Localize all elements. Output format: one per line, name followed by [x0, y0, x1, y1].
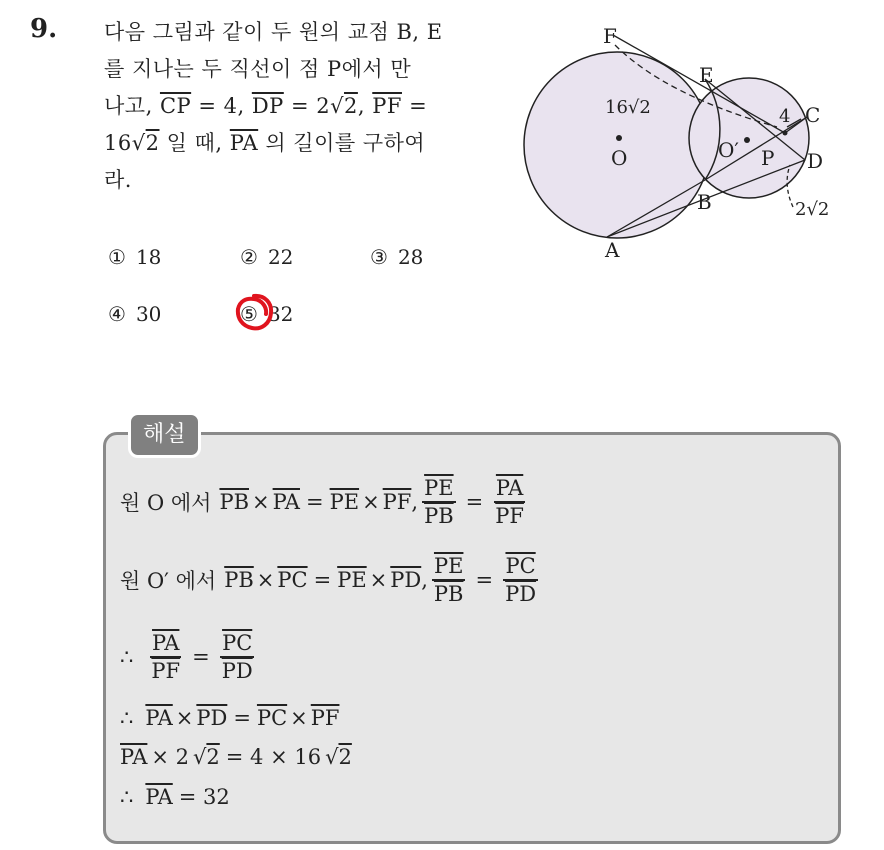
comma: , — [357, 94, 366, 118]
final-value: = 32 — [178, 785, 230, 809]
therefore-symbol: ∴ — [120, 706, 134, 730]
equals: = — [465, 490, 484, 514]
choice-mark: ③ — [370, 245, 388, 269]
segment-pc: $\overline{PC}$ — [277, 568, 308, 592]
numerator: $\overline{PC}$ — [220, 630, 254, 658]
solution-line-5 — [120, 745, 352, 769]
denominator: PD — [221, 659, 253, 683]
fraction-pe-pb — [432, 553, 466, 607]
question-line-2: 를 지나는 두 직선이 점 P에서 만 — [104, 57, 412, 81]
numerator: $\overline{PC}$ — [503, 553, 537, 581]
choice-value: 18 — [135, 245, 162, 269]
choice-2[interactable] — [240, 245, 293, 269]
choice-1[interactable] — [108, 245, 161, 269]
segment-pa: $\overline{PA}$ — [145, 706, 173, 730]
sqrt-symbol: √ — [325, 745, 339, 769]
label-pf-length: 16√2 — [605, 97, 651, 118]
question-text — [104, 14, 504, 199]
comma: , — [411, 490, 419, 514]
label-o: O — [611, 146, 628, 170]
text-fragment: 원 O′ 에서 — [120, 569, 217, 593]
solution-line-2 — [120, 553, 542, 607]
label-pc-length: 4 — [779, 106, 791, 127]
question-line-4 — [104, 125, 504, 162]
equals: = — [313, 568, 332, 592]
denominator: PB — [433, 582, 464, 606]
solution-line-6 — [120, 785, 230, 809]
radicand: 2 — [338, 745, 352, 769]
equals: = — [192, 645, 210, 669]
question-line-5: 라. — [104, 168, 132, 192]
comma: , — [421, 568, 428, 592]
geometry-diagram — [515, 15, 875, 275]
segment-pf: $\overline{PF}$ — [372, 94, 402, 118]
text-fragment: × 2 — [151, 745, 190, 769]
times: × — [175, 706, 194, 730]
label-b: B — [697, 190, 712, 214]
segment-pd: $\overline{PD}$ — [390, 568, 422, 592]
choice-value: 22 — [267, 245, 294, 269]
choice-mark: ④ — [108, 302, 126, 326]
question-number: 9. — [30, 14, 58, 44]
therefore-symbol: ∴ — [120, 785, 134, 809]
segment-pb: $\overline{PB}$ — [219, 490, 249, 514]
times: × — [252, 490, 270, 514]
pf-value: 16 — [104, 131, 132, 155]
text-fragment: 원 O 에서 — [120, 491, 212, 515]
sqrt-symbol: √ — [131, 131, 146, 155]
fraction-pc-pd — [220, 630, 255, 684]
text-fragment: 의 길이를 구하여 — [258, 131, 426, 155]
segment-pa: $\overline{PA}$ — [145, 785, 173, 809]
dp-radicand: 2 — [344, 94, 358, 118]
label-o-prime: O′ — [718, 138, 739, 162]
segment-pf: $\overline{PF}$ — [310, 706, 340, 730]
segment-pb: $\overline{PB}$ — [224, 568, 254, 592]
segment-pf: $\overline{PF}$ — [382, 490, 412, 514]
radicand: 2 — [206, 745, 220, 769]
segment-pd: $\overline{PD}$ — [196, 706, 228, 730]
equals: = — [305, 490, 324, 514]
sqrt-symbol: √ — [330, 94, 345, 118]
segment-pa: $\overline{PA}$ — [229, 131, 259, 155]
times: × — [362, 490, 380, 514]
choice-value: 30 — [135, 302, 162, 326]
times: × — [290, 706, 308, 730]
sqrt-symbol: √ — [193, 745, 207, 769]
choice-4[interactable] — [108, 302, 161, 326]
choice-mark: ⑤ — [240, 302, 258, 326]
answer-circle-mark — [232, 290, 276, 334]
numerator: $\overline{PE}$ — [432, 553, 465, 581]
choice-mark: ① — [108, 245, 126, 269]
segment-pe: $\overline{PE}$ — [329, 490, 360, 514]
solution-tag: 해설 — [128, 412, 201, 458]
label-pd-length: 2√2 — [795, 199, 830, 220]
segment-pc: $\overline{PC}$ — [256, 706, 288, 730]
pf-eq: = — [409, 94, 428, 118]
pf-radicand: 2 — [145, 131, 160, 155]
denominator: PD — [505, 582, 537, 606]
center-o-dot — [616, 135, 622, 141]
fraction-pa-pf — [493, 475, 526, 529]
label-d: D — [807, 149, 824, 173]
label-a: A — [605, 238, 620, 262]
solution-line-3 — [120, 630, 259, 684]
cp-value: = 4, — [198, 94, 245, 118]
text-fragment: 나고, — [104, 94, 153, 118]
times: × — [256, 568, 275, 592]
equals: = — [475, 568, 494, 592]
segment-pa: $\overline{PA}$ — [120, 745, 148, 769]
segment-pe: $\overline{PE}$ — [337, 568, 367, 592]
text-fragment: 일 때, — [159, 131, 223, 155]
point-p-dot — [783, 131, 788, 136]
label-f: F — [603, 24, 617, 48]
center-o-prime-dot — [744, 137, 750, 143]
segment-cp: $\overline{CP}$ — [159, 94, 192, 118]
choice-mark: ② — [240, 245, 258, 269]
text-fragment: = 4 × 16 — [225, 745, 322, 769]
question-line-1: 다음 그림과 같이 두 원의 교점 B, E — [104, 20, 443, 44]
label-e: E — [699, 63, 714, 87]
denominator: PB — [424, 504, 454, 528]
solution-line-4 — [120, 706, 339, 730]
fraction-pa-pf — [149, 630, 182, 684]
choice-value: 28 — [397, 245, 424, 269]
equals: = — [233, 706, 251, 730]
denominator: PF — [495, 504, 524, 528]
denominator: PF — [151, 659, 181, 683]
times: × — [369, 568, 388, 592]
choice-3[interactable] — [370, 245, 423, 269]
therefore-symbol: ∴ — [120, 645, 134, 669]
segment-dp: $\overline{DP}$ — [251, 94, 284, 118]
fraction-pe-pb — [422, 475, 456, 529]
solution-line-1 — [120, 475, 530, 529]
numerator: $\overline{PE}$ — [422, 475, 455, 503]
numerator: $\overline{PA}$ — [494, 475, 525, 503]
numerator: $\overline{PA}$ — [150, 630, 181, 658]
dp-value: = 2 — [290, 94, 331, 118]
choice-value: 32 — [267, 302, 294, 326]
question-line-3 — [104, 88, 504, 125]
fraction-pc-pd — [503, 553, 538, 607]
label-p: P — [761, 146, 775, 170]
circle-o — [524, 52, 710, 238]
segment-pa: $\overline{PA}$ — [272, 490, 300, 514]
label-c: C — [805, 103, 821, 127]
